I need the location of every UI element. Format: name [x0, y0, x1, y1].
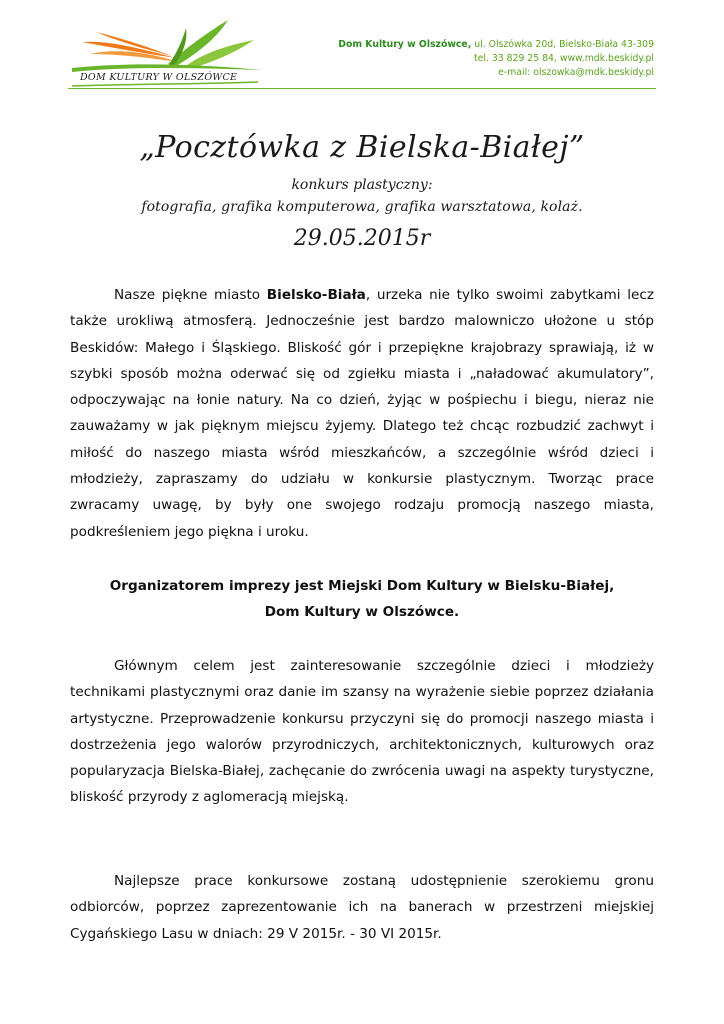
intro-text-start: Nasze piękne miasto [114, 287, 267, 303]
organizer-line-2: Dom Kultury w Olszówce. [264, 604, 460, 620]
intro-paragraph [70, 282, 654, 545]
contact-block [338, 38, 654, 80]
organization-name: Dom Kultury w Olszówce, [338, 39, 472, 50]
page-header [0, 0, 724, 100]
goal-text: Głównym celem jest zainteresowanie szczególnie dzieci i młodzieży technikami plastycznymi oraz danie im szansy na wyrażenie siebie poprzez działania artystyczne. Przeprowadzenie konkursu przyczyni się do promocji naszego miasta i dostrzeżenia jego walorów przyrodniczych, architektonicznych, kulturowych oraz popularyzacja Bielska-Białej, zachęcanie do zwrócenia uwagi na aspekty turystyczne, bliskość przyrody z aglomeracją miejską. [70, 658, 654, 806]
contest-categories: fotografia, grafika komputerowa, grafika warsztatowa, kolaż. [141, 199, 583, 215]
contact-email: e-mail: olszowka@mdk.beskidy.pl [498, 67, 654, 78]
document-title: „Pocztówka z Bielska-Białej” [139, 130, 585, 165]
organizer-line-1: Organizatorem imprezy jest Miejski Dom Kultury w Bielsku-Białej, [109, 578, 615, 594]
logo [68, 18, 264, 90]
contact-line-address [338, 38, 654, 52]
intro-text-rest: , urzeka nie tylko swoimi zabytkami lecz także urokliwą atmosferą. Jednocześnie jest bardzo malowniczo ułożone u stóp Beskidów: Małego i Śląskiego. Bliskość gór i przepiękne krajobrazy sprawiają, iż w szybki sposób można oderwać się od zgiełku miasta i „naładować akumulatory”, odpoczywając na łonie natury. Na co dzień, żyjąc w pośpiechu i biegu, nieraz nie zauważamy w jak pięknym miejscu żyjemy. Dlatego też chcąc rozbudzić zachwyt i miłość do naszego miasta wśród mieszkańców, a szczególnie wśród dzieci i młodzieży, zapraszamy do udziału w konkursie plastycznym. Tworząc prace zwracamy uwagę, by były one swojego rodzaju promocją naszego miasta, podkreśleniem jego piękna i uroku. [70, 287, 654, 540]
city-name: Bielsko-Biała [266, 287, 366, 303]
results-text: Najlepsze prace konkursowe zostaną udostępnienie szerokiemu gronu odbiorców, poprzez zaprezentowanie ich na banerach w przestrzeni miejskiej Cygańskiego Lasu w dniach: 29 V 2015r. - 30 VI 2015r. [70, 873, 654, 942]
goal-paragraph [70, 653, 654, 811]
results-paragraph [70, 868, 654, 947]
contact-phone-web: tel. 33 829 25 84, www.mdk.beskidy.pl [473, 53, 654, 64]
header-divider [68, 88, 656, 89]
contest-type: konkurs plastyczny: [291, 177, 433, 193]
contest-date: 29.05.2015r [293, 226, 431, 251]
logo-text: DOM KULTURY W OLSZÓWCE [80, 72, 238, 83]
address: ul. Olszówka 20d, Bielsko-Biała 43-309 [474, 39, 654, 50]
